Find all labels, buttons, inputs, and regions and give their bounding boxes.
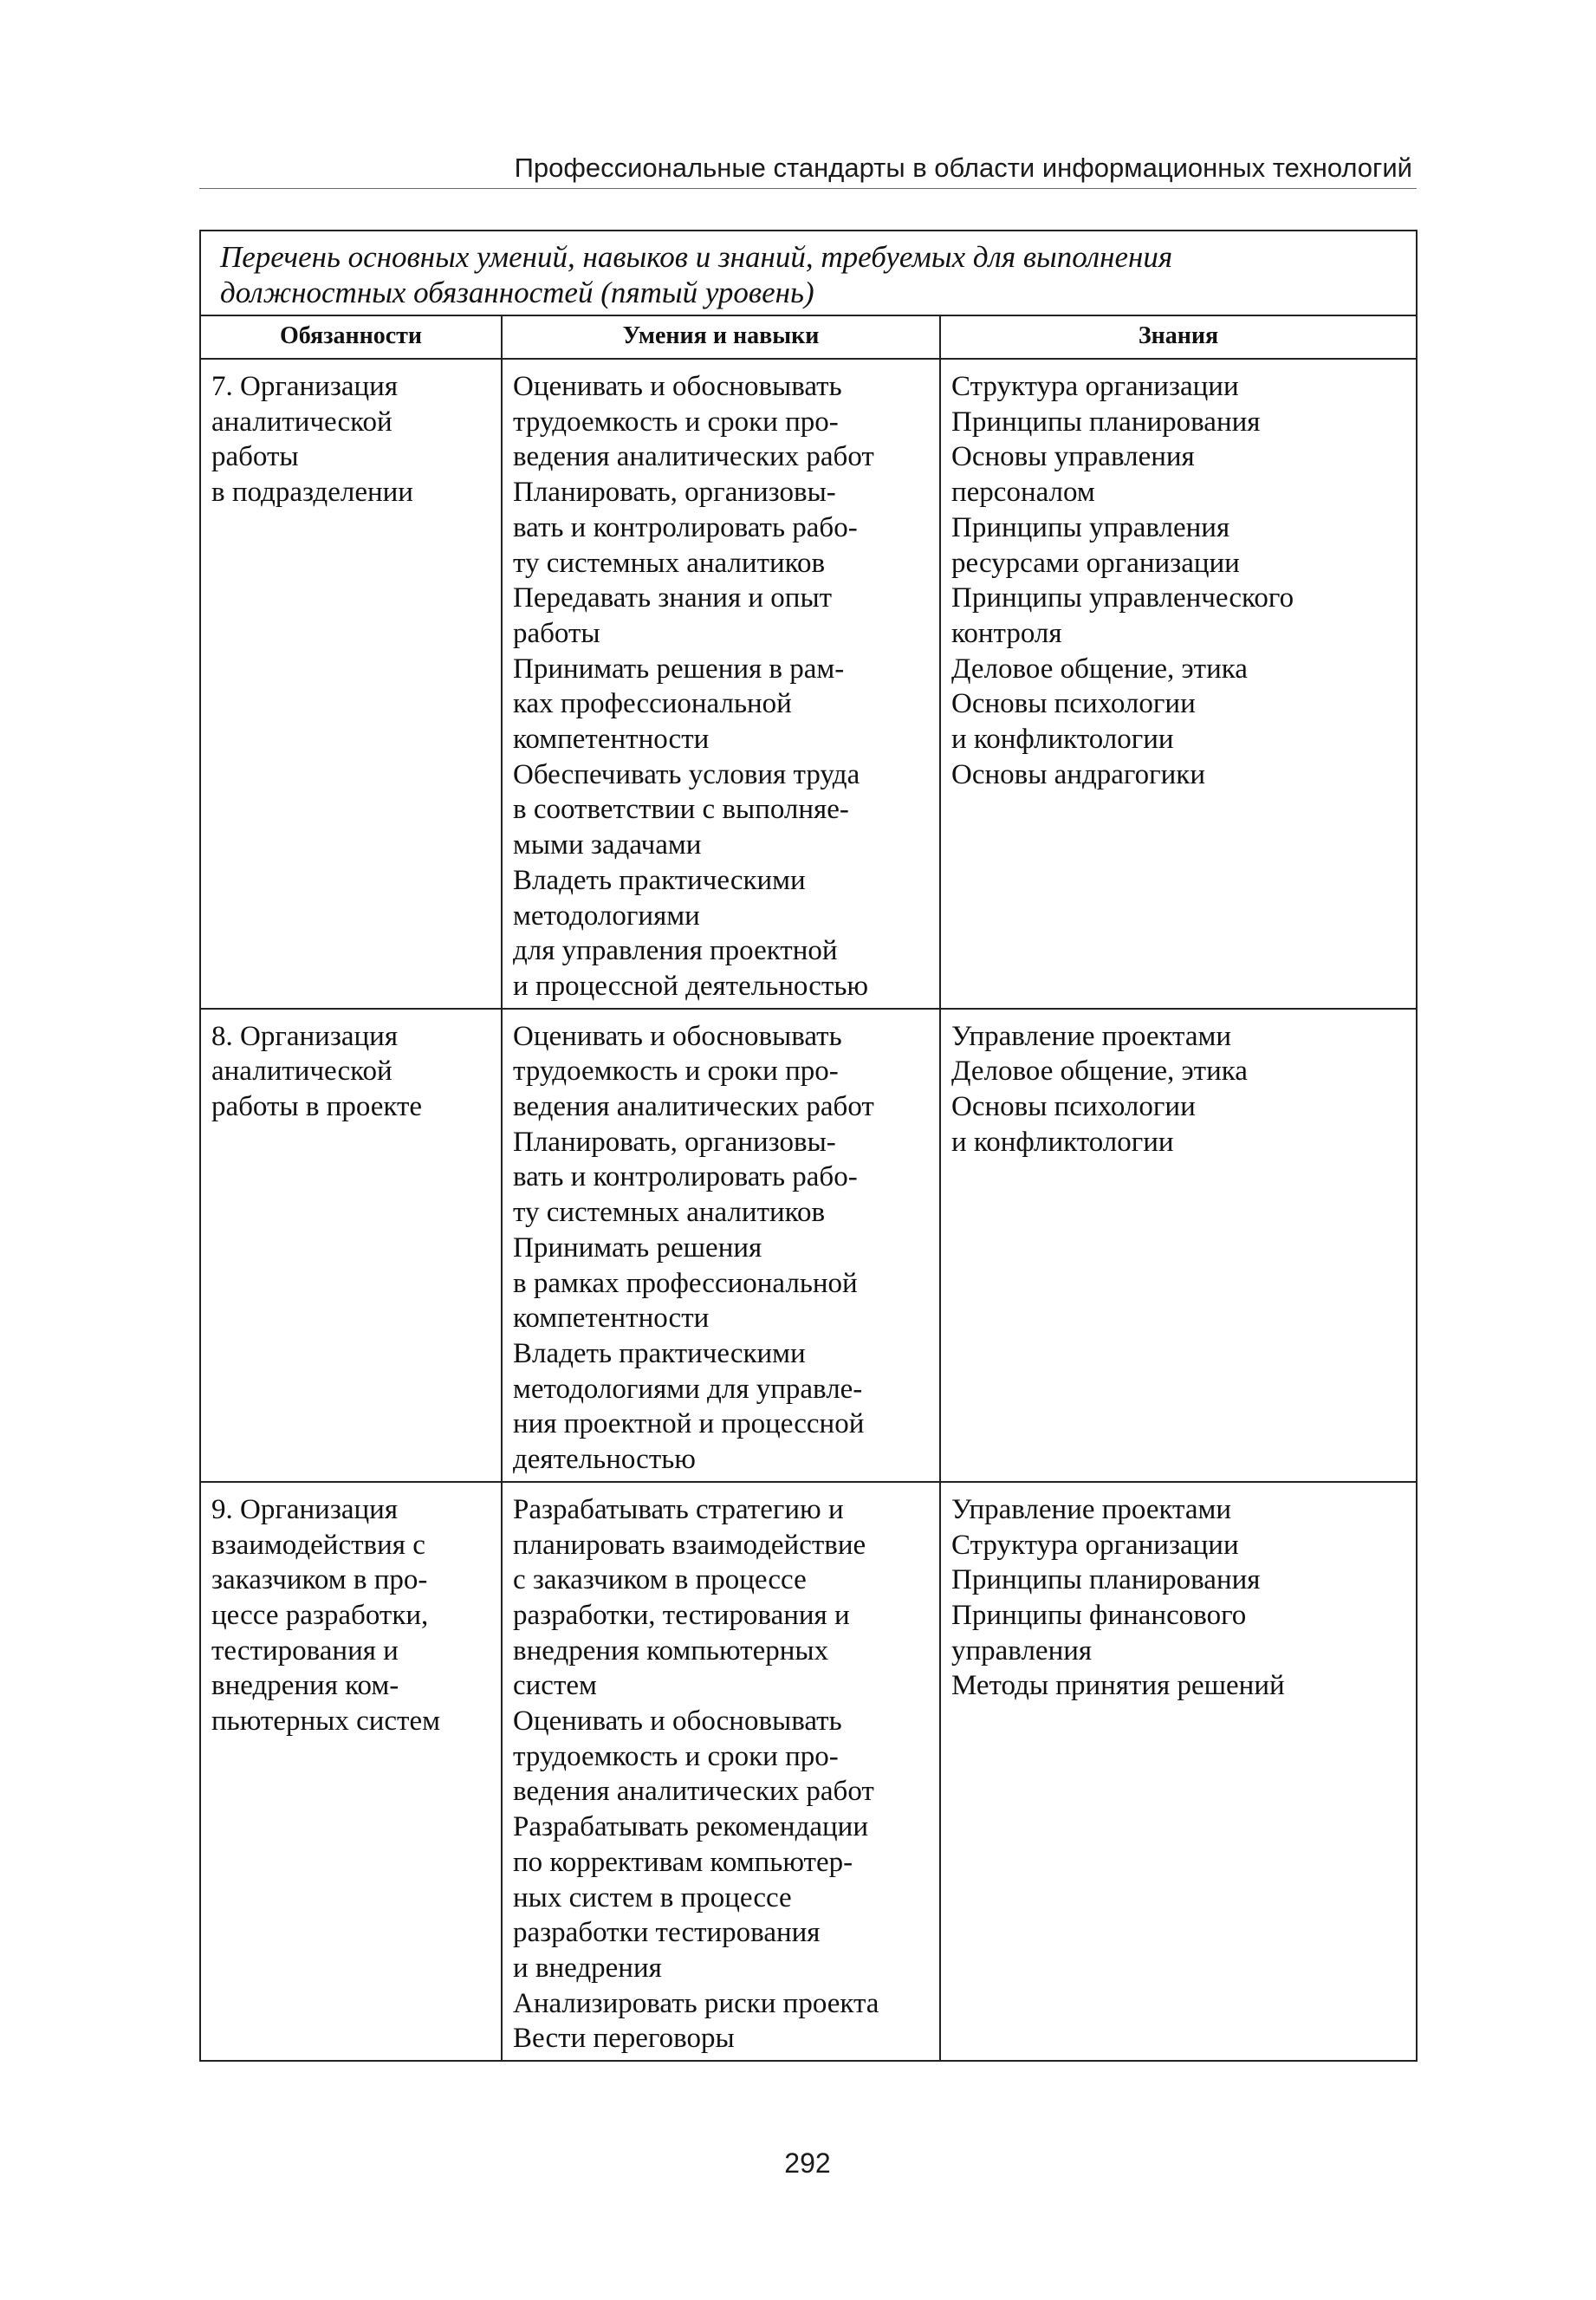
cell-line: Владеть практическими [513,864,806,896]
cell-line: ведения аналитических работ [513,441,874,473]
cell-line: вать и контролировать рабо- [513,511,858,543]
cell-line: Деловое общение, этика [951,653,1248,685]
caption-line: должностных обязанностей (пятый уровень) [220,276,814,309]
cell-line: вать и контролировать рабо- [513,1161,858,1193]
cell-line: ресурсами организации [951,547,1240,579]
cell-line: и конфликтологии [951,1126,1174,1158]
cell-line: Оценивать и обосновывать [513,1020,842,1052]
cell-line: аналитической [211,1056,393,1088]
duty-cell [200,359,502,1009]
caption-row [200,231,1417,315]
cell-line: контроля [951,617,1062,649]
cell-line: Анализировать риски проекта [513,1987,879,2019]
cell-line: Разрабатывать стратегию и [513,1493,844,1525]
cell-line: в соответствии с выполняе- [513,794,849,826]
cell-line: и конфликтологии [951,724,1174,756]
cell-line: трудоемкость и сроки про- [513,1740,839,1772]
cell-line: ках профессиональной [513,688,792,720]
cell-line: и внедрения [513,1952,662,1984]
cell-line: ту системных аналитиков [513,547,826,579]
cell-line: управления [951,1634,1093,1667]
cell-line: работы [513,617,600,649]
column-header-duties: Обязанности [200,315,502,359]
cell-line: систем [513,1670,597,1702]
cell-line: в подразделении [211,477,413,509]
cell-line: Управление проектами [951,1020,1232,1052]
cell-line: ту системных аналитиков [513,1197,826,1229]
cell-line: компетентности [513,1303,710,1335]
cell-line: работы в проекте [211,1091,423,1123]
cell-line: Планировать, организовы- [513,1126,836,1158]
cell-line: Основы управления [951,441,1195,473]
cell-line: внедрения компьютерных [513,1634,829,1667]
cell-line: персоналом [951,477,1095,509]
page-number: 292 [784,2147,831,2179]
cell-line: Оценивать и обосновывать [513,1706,842,1738]
cell-line: Принципы планирования [951,406,1261,438]
cell-line: в рамках профессиональной [513,1267,858,1299]
cell-line: Структура организации [951,371,1239,402]
knowledge-cell [940,1009,1417,1482]
cell-line: ных систем в процессе [513,1881,792,1913]
table-row [200,1482,1417,2061]
cell-line: и процессной деятельностью [513,970,869,1002]
duty-cell [200,1009,502,1482]
cell-line: ведения аналитических работ [513,1091,874,1123]
cell-line: деятельностью [513,1444,696,1476]
cell-line: Основы психологии [951,1091,1196,1123]
cell-line: Передавать знания и опыт [513,582,833,614]
cell-line: 9. Организация [211,1493,399,1525]
cell-line: ведения аналитических работ [513,1776,874,1808]
header-row [200,315,1417,359]
cell-line: работы [211,441,299,473]
cell-line: пьютерных систем [211,1706,440,1738]
cell-line: Принципы планирования [951,1564,1261,1596]
cell-line: Принципы финансового [951,1599,1247,1631]
cell-line: Планировать, организовы- [513,477,836,509]
cell-line: заказчиком в про- [211,1564,428,1596]
caption-line: Перечень основных умений, навыков и знаний, требуемых для выполнения [220,240,1173,274]
cell-line: для управления проектной [513,935,838,967]
skills-cell [502,1009,940,1482]
cell-line: Владеть практическими [513,1337,806,1369]
competency-table [199,230,1418,2062]
cell-line: аналитической [211,406,393,438]
knowledge-cell [940,1482,1417,2061]
cell-line: по коррективам компьютер- [513,1846,853,1878]
cell-line: трудоемкость и сроки про- [513,406,839,438]
cell-line: Принципы управления [951,511,1230,543]
cell-line: компетентности [513,724,710,756]
cell-line: 8. Организация [211,1020,399,1052]
running-header: Профессиональные стандарты в области информационных технологий [514,153,1412,183]
column-header-knowledge: Знания [940,315,1417,359]
skills-cell [502,359,940,1009]
cell-line: Основы андрагогики [951,758,1205,790]
cell-line: Деловое общение, этика [951,1056,1248,1088]
cell-line: ния проектной и процессной [513,1408,865,1440]
cell-line: Основы психологии [951,688,1196,720]
cell-line: разработки тестирования [513,1917,821,1949]
cell-line: Управление проектами [951,1493,1232,1525]
cell-line: планировать взаимодействие [513,1529,866,1561]
cell-line: внедрения ком- [211,1670,399,1702]
cell-line: взаимодействия с [211,1529,425,1561]
cell-line: Принимать решения [513,1231,762,1264]
cell-line: разработки, тестирования и [513,1599,850,1631]
cell-line: Структура организации [951,1529,1239,1561]
cell-line: методологиями для управле- [513,1373,863,1405]
cell-line: цессе разработки, [211,1599,429,1631]
cell-line: тестирования и [211,1634,399,1667]
cell-line: с заказчиком в процессе [513,1564,807,1596]
cell-line: Методы принятия решений [951,1670,1285,1702]
header-rule [199,188,1417,189]
cell-line: Принимать решения в рам- [513,653,845,685]
table-row [200,359,1417,1009]
cell-line: Разрабатывать рекомендации [513,1811,869,1843]
table-row [200,1009,1417,1482]
cell-line: 7. Организация [211,371,399,402]
cell-line: Обеспечивать условия труда [513,758,860,790]
duty-cell [200,1482,502,2061]
cell-line: методологиями [513,900,700,932]
skills-cell [502,1482,940,2061]
cell-line: Вести переговоры [513,2023,735,2055]
column-header-skills: Умения и навыки [502,315,940,359]
cell-line: трудоемкость и сроки про- [513,1056,839,1088]
cell-line: мыми задачами [513,829,702,861]
table-caption [200,231,1417,315]
cell-line: Оценивать и обосновывать [513,371,842,402]
knowledge-cell [940,359,1417,1009]
cell-line: Принципы управленческого [951,582,1294,614]
